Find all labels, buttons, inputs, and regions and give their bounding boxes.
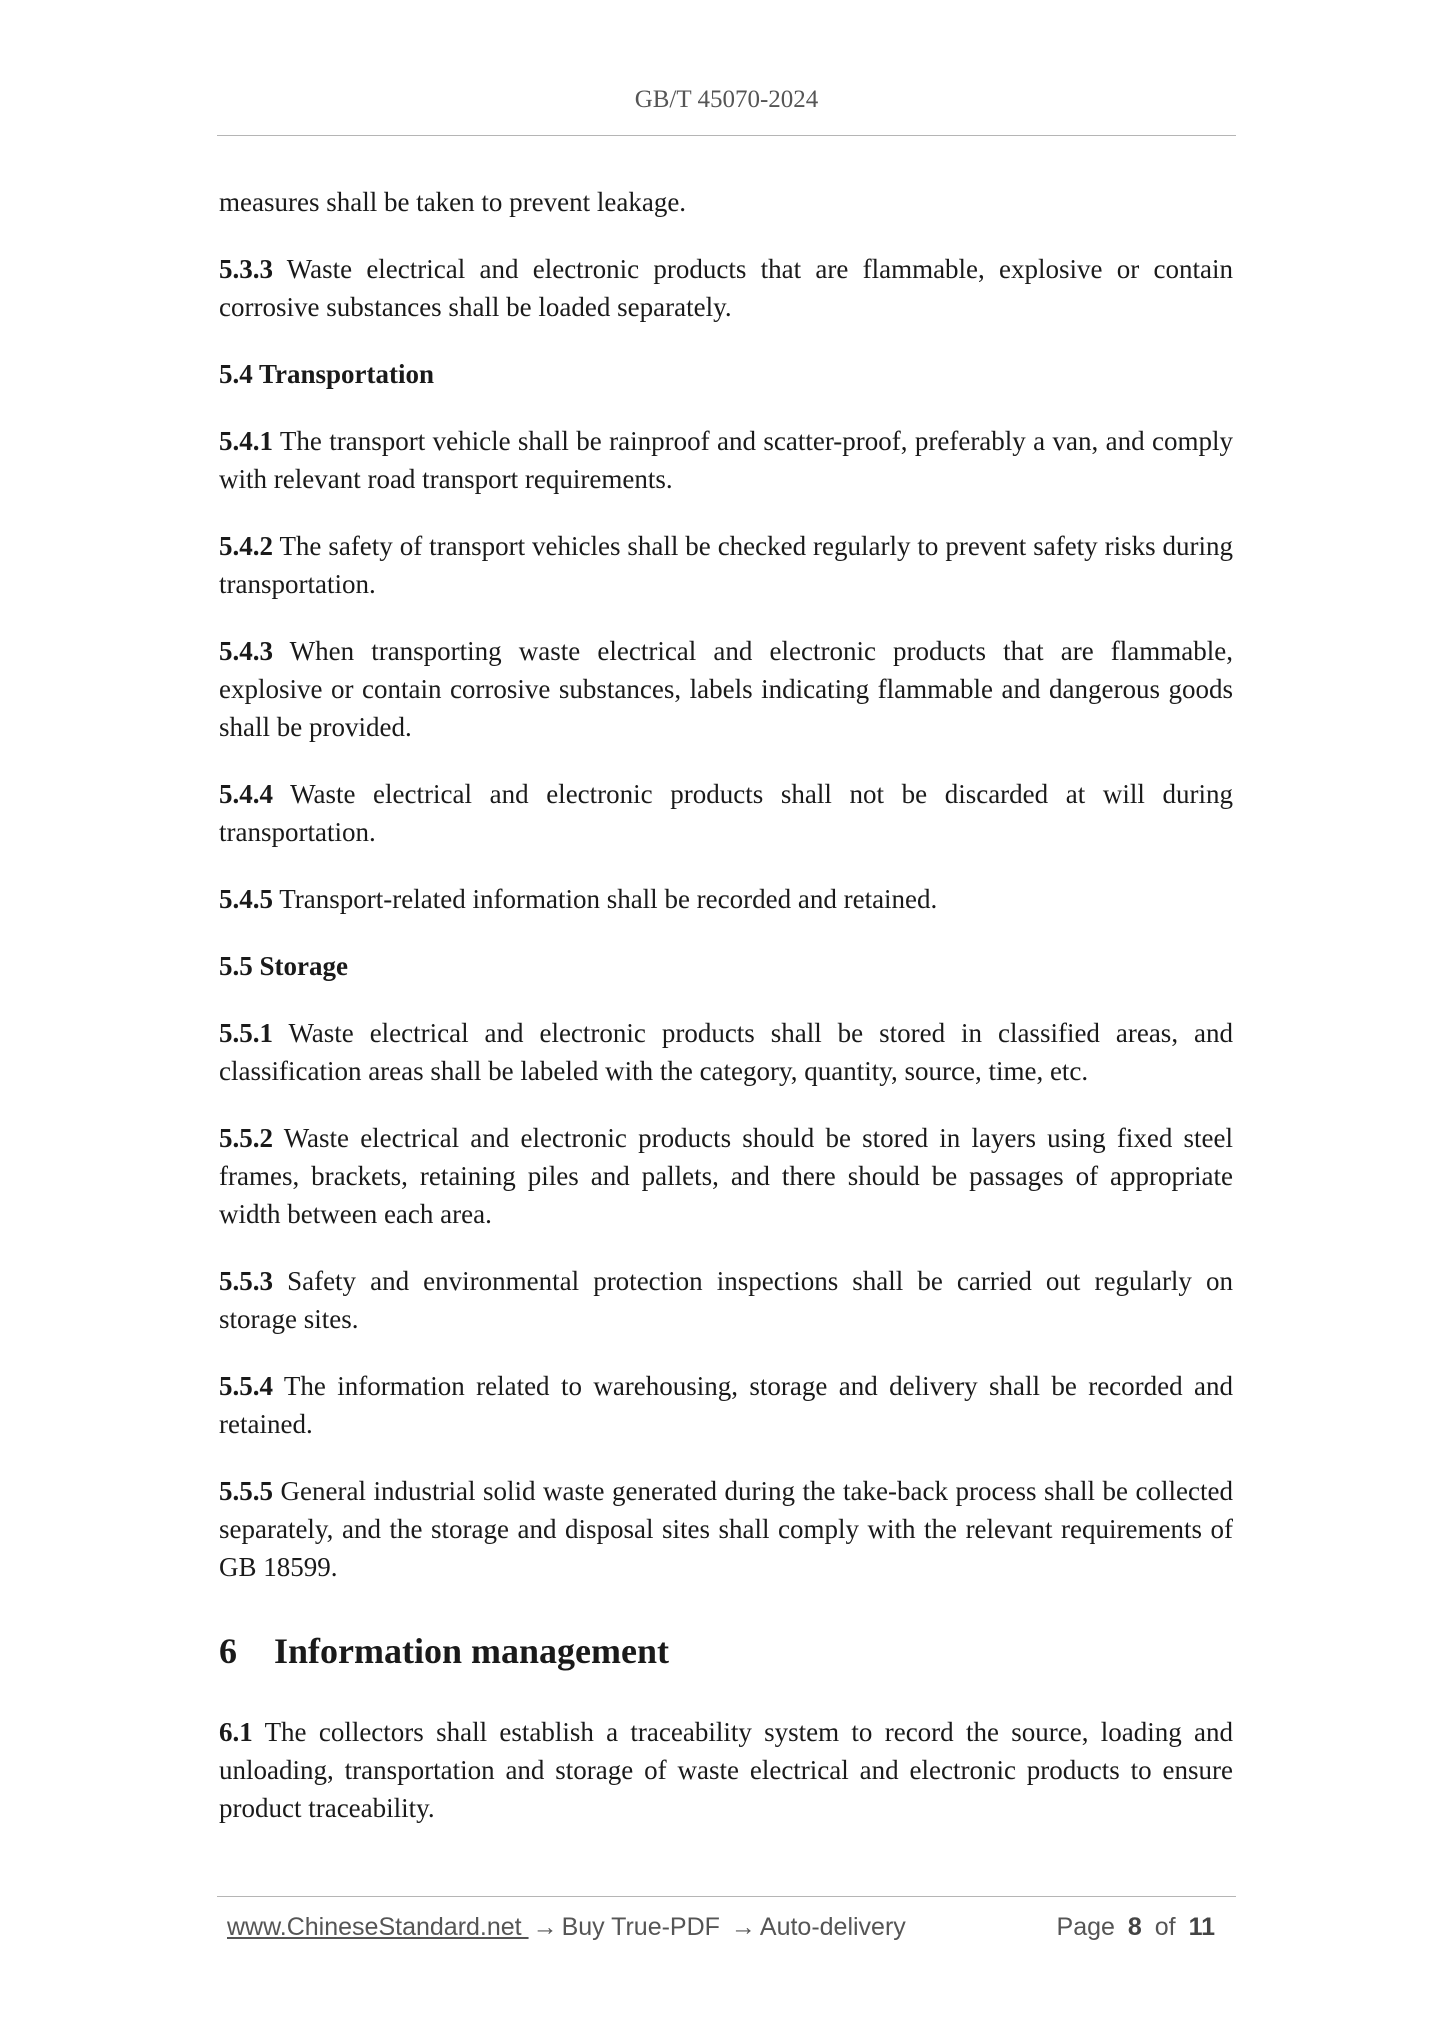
clause-number: 5.5.1 <box>219 1018 273 1048</box>
clause-text: The collectors shall establish a traceability system to record the source, loading and unloading, transportation and storage of waste electrical and electronic products to ensure product traceability. <box>219 1717 1233 1823</box>
section-heading <box>219 1629 1233 1673</box>
document-header: GB/T 45070-2024 <box>634 86 819 113</box>
clause-number: 5.5.4 <box>219 1371 273 1401</box>
clause-number: 5.4.3 <box>219 636 273 666</box>
auto-delivery-text: Auto-delivery <box>759 1913 906 1941</box>
clause-number: 5.3.3 <box>219 254 273 284</box>
clause-number: 5.5.3 <box>219 1266 273 1296</box>
subsection-heading: 5.5 Storage <box>219 951 348 981</box>
page-footer <box>227 1913 1235 1953</box>
page-label: Page <box>1056 1913 1115 1941</box>
arrow-right-icon: → <box>730 1913 756 1941</box>
arrow-right-icon: → <box>532 1913 558 1941</box>
clause-paragraph <box>219 1713 1233 1827</box>
buy-true-pdf-text: Buy True-PDF <box>561 1913 720 1941</box>
clause-paragraph <box>219 775 1233 851</box>
clause-paragraph <box>219 422 1233 498</box>
page-total: 11 <box>1188 1913 1215 1941</box>
page-of-label: of <box>1154 1913 1176 1941</box>
clause-paragraph <box>219 1367 1233 1443</box>
clause-number: 5.5.5 <box>219 1476 273 1506</box>
section-number: 6 <box>219 1631 237 1671</box>
clause-number: 5.4.2 <box>219 531 273 561</box>
clause-paragraph <box>219 1014 1233 1090</box>
clause-text: Waste electrical and electronic products shall be stored in classified areas, and classification areas shall be labeled with the category, quantity, source, time, etc. <box>219 1018 1233 1086</box>
document-body <box>219 183 1233 1856</box>
page-current: 8 <box>1127 1913 1142 1941</box>
header-divider <box>217 135 1236 136</box>
clause-paragraph <box>219 1472 1233 1586</box>
footer-divider <box>217 1896 1236 1897</box>
clause-text: Transport-related information shall be recorded and retained. <box>279 884 938 914</box>
clause-paragraph <box>219 1262 1233 1338</box>
clause-text: Waste electrical and electronic products that are flammable, explosive or contain corrosive substances shall be loaded separately. <box>219 254 1233 322</box>
clause-paragraph <box>219 632 1233 746</box>
section-title: Information management <box>274 1631 669 1671</box>
clause-number: 5.4.1 <box>219 426 273 456</box>
clause-number: 5.5.2 <box>219 1123 273 1153</box>
clause-text: The transport vehicle shall be rainproof and scatter-proof, preferably a van, and comply with relevant road transport requirements. <box>219 426 1233 494</box>
clause-paragraph <box>219 250 1233 326</box>
subsection-heading: 5.4 Transportation <box>219 359 435 389</box>
clause-text: General industrial solid waste generated during the take-back process shall be collected separately, and the storage and disposal sites shall comply with the relevant requirements of GB 18599. <box>219 1476 1233 1582</box>
clause-text: Safety and environmental protection inspections shall be carried out regularly on storage sites. <box>219 1266 1234 1334</box>
clause-text: The information related to warehousing, storage and delivery shall be recorded and retained. <box>219 1371 1234 1439</box>
clause-text: The safety of transport vehicles shall be checked regularly to prevent safety risks during transportation. <box>219 531 1234 599</box>
clause-paragraph <box>219 183 1233 221</box>
page-indicator <box>1057 1913 1221 1942</box>
clause-paragraph <box>219 527 1233 603</box>
clause-text: Waste electrical and electronic products should be stored in layers using fixed steel frames, brackets, retaining piles and pallets, and there should be passages of appropriate width between each area. <box>219 1123 1233 1229</box>
clause-text: When transporting waste electrical and electronic products that are flammable, explosive or contain corrosive substances, labels indicating flammable and dangerous goods shall be provided. <box>219 636 1233 742</box>
clause-text: Waste electrical and electronic products shall not be discarded at will during transportation. <box>219 779 1233 847</box>
clause-number: 5.4.5 <box>219 884 273 914</box>
website-link[interactable]: www.ChineseStandard.net <box>227 1913 529 1941</box>
clause-text: measures shall be taken to prevent leakage. <box>219 187 687 217</box>
clause-number: 6.1 <box>219 1717 253 1747</box>
clause-number: 5.4.4 <box>219 779 273 809</box>
clause-paragraph <box>219 1119 1233 1233</box>
clause-paragraph <box>219 880 1233 918</box>
